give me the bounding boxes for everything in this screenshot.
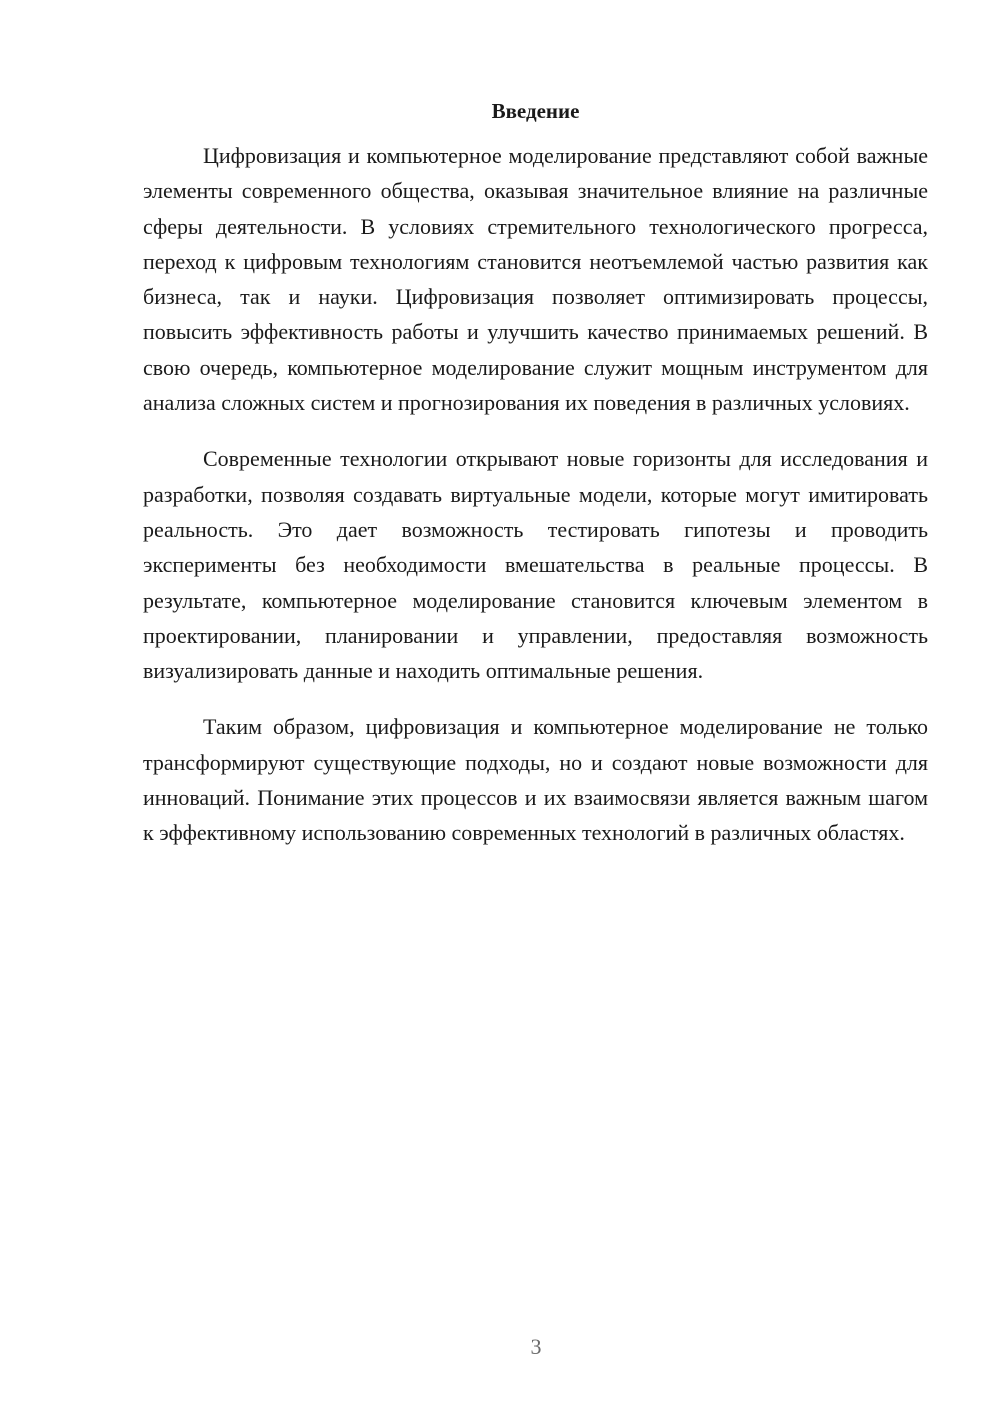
paragraph-2: Современные технологии открывают новые горизонты для исследования и разработки, позволяя создавать виртуальные модели, которые могут имитировать реальность. Это дает возможность тестировать гипотезы и проводить эксперименты без необходимости вмешательства в реальные процессы. В результате, компьютерное моделирование становится ключевым элементом в проектировании, планировании и управлении, предоставляя возможность визуализировать данные и находить оптимальные решения. [143,446,928,684]
page-body [143,96,928,851]
page-title: Введение [491,99,580,123]
paragraph-1: Цифровизация и компьютерное моделирование представляют собой важные элементы современного общества, оказывая значительное влияние на различные сферы деятельности. В условиях стремительного технологического прогресса, переход к цифровым технологиям становится неотъемлемой частью развития как бизнеса, так и науки. Цифровизация позволяет оптимизировать процессы, повысить эффективность работы и улучшить качество принимаемых решений. В свою очередь, компьютерное моделирование служит мощным инструментом для анализа сложных систем и прогнозирования их поведения в различных условиях. [143,143,928,416]
paragraph-3: Таким образом, цифровизация и компьютерное моделирование не только трансформируют существующие подходы, но и создают новые возможности для инноваций. Понимание этих процессов и их взаимосвязи является важным шагом к эффективному использованию современных технологий в различных областях. [143,714,928,846]
page-number: 3 [530,1334,542,1359]
